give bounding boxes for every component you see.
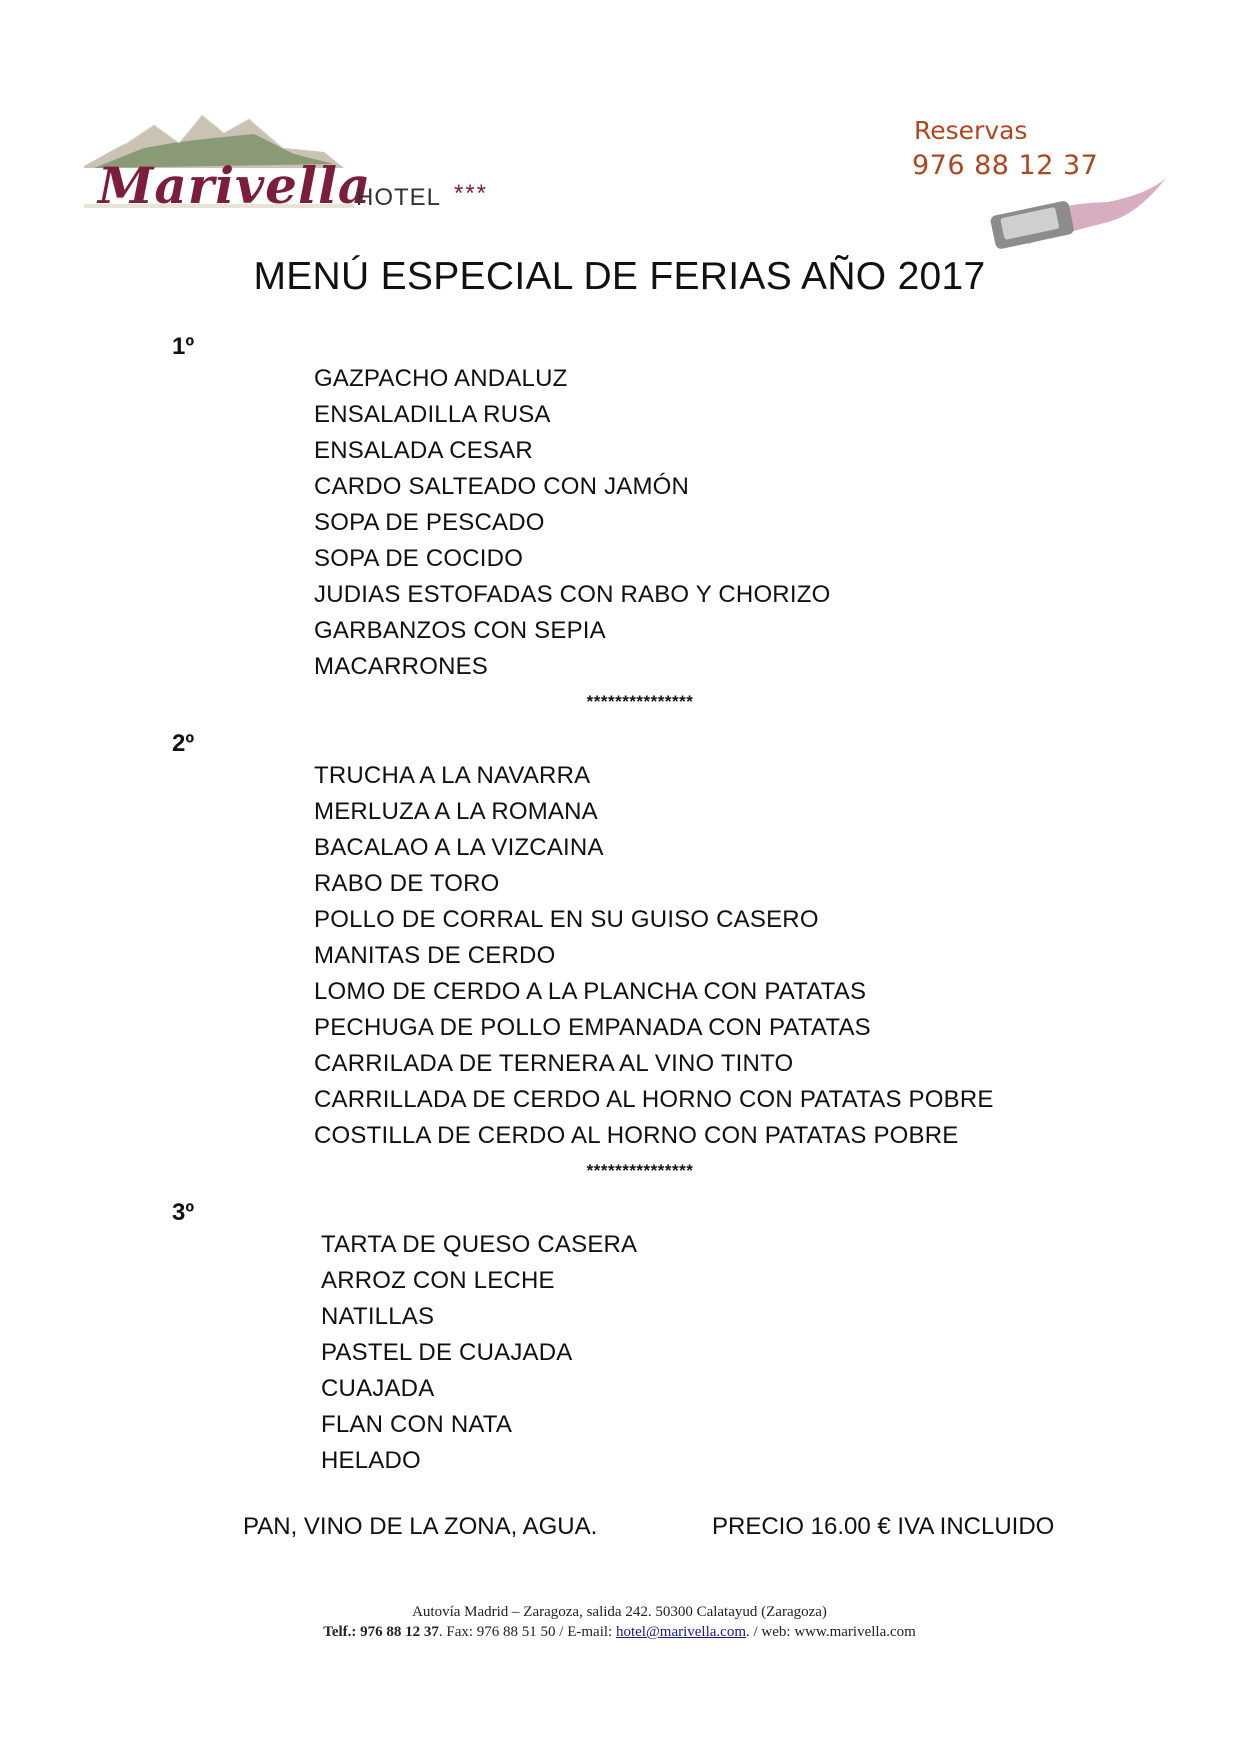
footer-address: Autovía Madrid – Zaragoza, salida 242. 50300 Calatayud (Zaragoza) [412,1604,827,1620]
dish-item: POLLO DE CORRAL EN SU GUISO CASERO [314,906,819,933]
dish-item: PECHUGA DE POLLO EMPANADA CON PATATAS [314,1014,871,1041]
reservas-label: Reservas [914,116,1028,145]
dish-item: FLAN CON NATA [321,1411,513,1438]
reservas-block [900,112,1170,252]
dish-item: TRUCHA A LA NAVARRA [314,762,591,789]
footer-telephone: Telf.: 976 88 12 37 [323,1624,439,1640]
dish-item: MERLUZA A LA ROMANA [314,798,598,825]
course-3-label: 3º [172,1199,195,1226]
footer-web: . / web: www.marivella.com [746,1624,916,1640]
separator-2: *************** [586,1161,694,1180]
course-2-dish-list [314,758,994,1154]
dish-item: HELADO [321,1447,421,1474]
dish-item: TARTA DE QUESO CASERA [321,1231,638,1258]
dish-item: ENSALADA CESAR [314,437,533,464]
dish-item: ENSALADILLA RUSA [314,401,551,428]
dish-item: ARROZ CON LECHE [321,1267,555,1294]
dish-item: PASTEL DE CUAJADA [321,1339,573,1366]
dish-item: JUDIAS ESTOFADAS CON RABO Y CHORIZO [314,581,831,608]
course-3-dish-list [321,1227,637,1479]
dish-item: COSTILLA DE CERDO AL HORNO CON PATATAS POBRE [314,1122,959,1149]
reservas-phone: 976 88 12 37 [912,150,1099,181]
dish-item: SOPA DE PESCADO [314,509,545,536]
logo-name: Marivella [98,156,372,215]
dish-item: CARRILLADA DE CERDO AL HORNO CON PATATAS POBRE [314,1086,994,1113]
hotel-logo [84,104,524,224]
footer-email-link[interactable]: hotel@marivella.com [615,1624,746,1640]
dish-item: LOMO DE CERDO A LA PLANCHA CON PATATAS [314,978,867,1005]
dish-item: SOPA DE COCIDO [314,545,524,572]
course-1-dish-list [314,361,830,685]
price-text: PRECIO 16.00 € IVA INCLUIDO [712,1513,1055,1540]
course-1-label: 1º [172,333,195,360]
logo-hotel-label: HOTEL [356,184,442,211]
footer-contact [0,1624,1239,1641]
dish-item: GAZPACHO ANDALUZ [314,365,568,392]
dish-item: CARRILADA DE TERNERA AL VINO TINTO [314,1050,794,1077]
dish-item: MACARRONES [314,653,489,680]
logo-stars: *** [454,180,489,207]
dish-item: CARDO SALTEADO CON JAMÓN [314,473,690,500]
dish-item: BACALAO A LA VIZCAINA [314,834,604,861]
menu-title: MENÚ ESPECIAL DE FERIAS AÑO 2017 [253,255,986,298]
dish-item: RABO DE TORO [314,870,500,897]
course-2-label: 2º [172,730,195,757]
footer-fax: . Fax: 976 88 51 50 / E-mail: [438,1624,616,1640]
dish-item: CUAJADA [321,1375,435,1402]
separator-1: *************** [586,692,694,711]
dish-item: NATILLAS [321,1303,435,1330]
dish-item: MANITAS DE CERDO [314,942,556,969]
phone-icon [988,174,1168,254]
dish-item: GARBANZOS CON SEPIA [314,617,606,644]
includes-text: PAN, VINO DE LA ZONA, AGUA. [243,1513,598,1540]
